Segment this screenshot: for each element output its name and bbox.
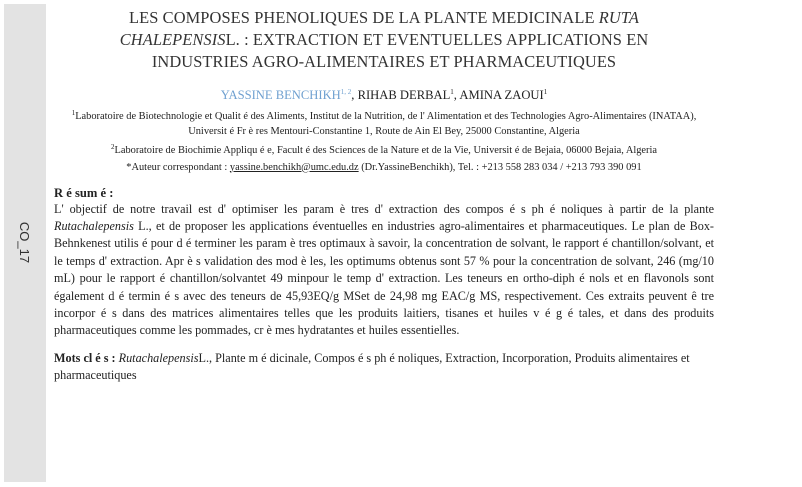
author-first-sup: 1, 2 bbox=[340, 88, 352, 96]
email-link[interactable]: yassine.benchikh@umc.edu.dz bbox=[229, 161, 359, 173]
author-third: AMINA ZAOUI bbox=[459, 88, 544, 102]
affiliation-2: $^2$Laboratoire de Biochimie Appliqu é e, Facult é des Sciences de la Nature et de la Vie, Universit é de Bejaia, 06000 Bejaia, Algeria bbox=[111, 143, 657, 156]
title-line-2: CHALEPENSISL. : EXTRACTION ET EVENTUELLES APPLICATIONS EN bbox=[119, 30, 649, 49]
correspondent-line: *Auteur correspondant : yassine.benchikh@umc.edu.dz (Dr.YassineBenchikh), Tel. : +213 558 283 034 / +213 793 390 091 bbox=[126, 161, 642, 173]
paper-title bbox=[54, 7, 714, 73]
keywords: Mots cl é s : RutachalepensisL., Plante m é dicinale, Compos é s ph é noliques, Extraction, Incorporation, Produits alimentaires et pharmaceutiques bbox=[54, 350, 690, 383]
author-list: YASSINE BENCHIKH$^{1, 2}$, RIHAB DERBAL$^1$, AMINA ZAOUI$^1$ bbox=[220, 88, 548, 102]
author-first: YASSINE BENCHIKH bbox=[220, 88, 341, 102]
author-second: RIHAB DERBAL bbox=[357, 88, 451, 102]
side-label-text: CO_17 bbox=[17, 221, 33, 263]
title-line-3: INDUSTRIES AGRO-ALIMENTAIRES ET PHARMACEUTIQUES bbox=[151, 52, 617, 71]
side-label bbox=[4, 212, 46, 272]
keywords-label: Mots cl é s : bbox=[54, 350, 116, 365]
affiliation-1: $^1$Laboratoire de Biotechnologie et Qualit é des Aliments, Institut de la Nutrition, de l' Alimentation et des Technologies Agro-Alimentaires (INATAA), Universit é Fr è res Mentouri-Constantine 1, Route de Ain El Bey, 25000 Constantine, Algeria bbox=[71, 109, 697, 137]
document-content bbox=[54, 4, 714, 385]
abstract-text: L' objectif de notre travail est d' optimiser les param è tres d' extraction des compos é s ph é noliques à partir de la plante Rutachalepensis L., et de proposer les applications éventuelles en industries agro-alimentaires et pharmaceutiques. Le plan de Box-Behnkenest utilis é pour d é terminer les param è tres optimaux à savoir, la concentration de solvant, le rapport é chantillon/solvant, et le temps d' extraction. Apr è s validation des mod è les, les optimums obtenus sont 57 % pour la concentration de solvant, 246 (mg/10 mL) pour le rapport é chantillon/solvantet 49 minpour le temp d' extraction. Les teneurs en ortho-diph é nols et en flavonols sont également d é termin é s avec des teneurs de 45,93EQ/g MSet de 24,98 mg EAC/g MS, respectivement. Ces extraits peuvent ê tre incorpor é s dans des matrices alimentaires telles que les produits laitiers, tisanes et huiles v é g é tales, et dans des produits pharmaceutiques comme les pommades, cr è mes hydratantes et huiles essentielles. bbox=[54, 201, 714, 338]
title-line-1: LES COMPOSES PHENOLIQUES DE LA PLANTE MEDICINALE RUTA bbox=[129, 8, 639, 27]
abstract-heading: R é sum é : bbox=[54, 185, 114, 200]
